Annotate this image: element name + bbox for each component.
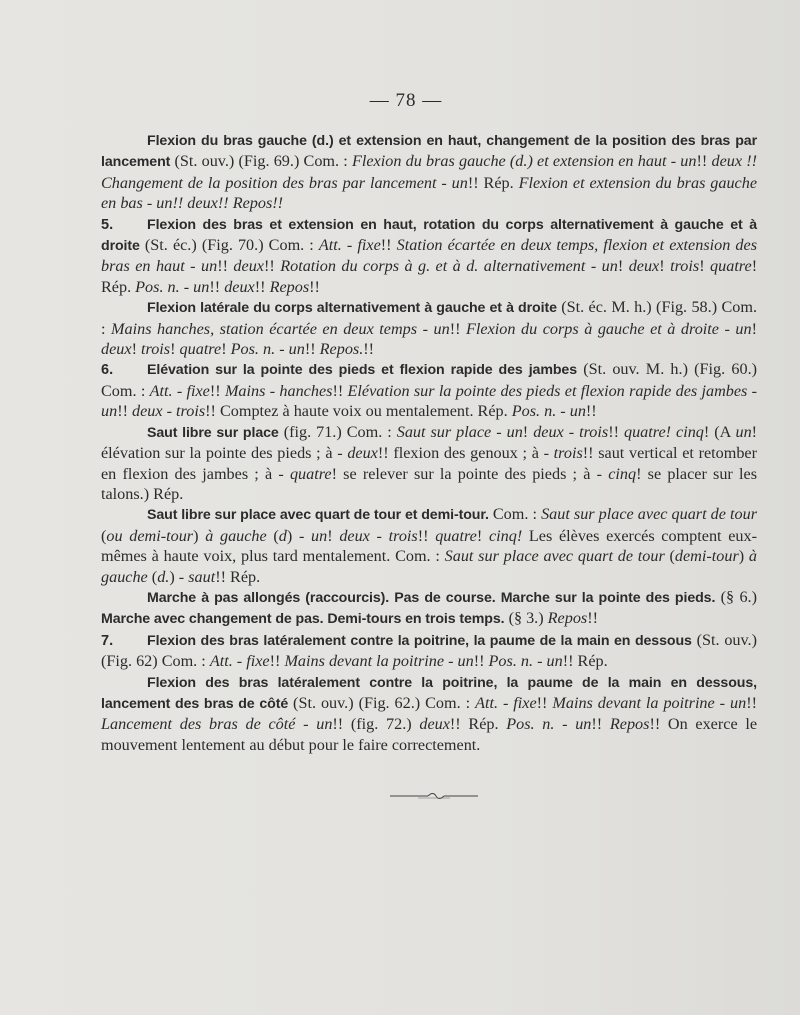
command-text: trois xyxy=(670,257,700,276)
body-text: ( xyxy=(266,526,279,545)
command-text: Elévation sur la pointe des pieds et flexion rapide des jambes - un xyxy=(101,381,758,421)
command-text: Pos. n. - un xyxy=(488,652,563,671)
body-text: !! xyxy=(449,319,467,338)
command-text: deux xyxy=(347,444,378,463)
body-text: !! xyxy=(117,402,133,421)
command-text: deux - trois xyxy=(533,422,609,441)
exercise-heading: Marche avec changement de pas. Demi-tours en trois temps. xyxy=(101,611,505,628)
command-text: Att. - fixe xyxy=(475,693,537,712)
body-text: ! xyxy=(751,319,758,338)
body-text: ) - xyxy=(169,567,189,586)
body-text: !! xyxy=(585,402,597,421)
exercise-heading: Flexion des bras latéralement contre la poitrine, la paume de la main en dessous xyxy=(147,632,692,649)
exercise-heading: Flexion des bras latéralement contre la poitrine, la paume de la main en dessous, lancement des bras de côté xyxy=(101,674,757,712)
body-text: ! xyxy=(131,340,141,359)
exercise-heading: Saut libre sur place xyxy=(147,424,279,441)
command-text: d xyxy=(278,526,287,545)
command-text: deux !! Changement de la position des bras par lancement - un xyxy=(101,152,758,192)
exercise-number: 6. xyxy=(101,362,114,379)
command-text: cinq xyxy=(608,464,637,483)
body-text: !! Rép. xyxy=(449,715,507,734)
body-text: !! xyxy=(696,152,712,171)
body-text: ( xyxy=(664,547,675,566)
command-text: Att. - fixe xyxy=(149,381,210,400)
paragraph xyxy=(101,359,757,421)
body-text: (St. éc.) (Fig. 70.) Com. : xyxy=(139,236,319,255)
body-text: !! Rép. xyxy=(467,173,519,192)
body-text: !! xyxy=(269,652,285,671)
paragraph xyxy=(101,422,757,505)
exercise-number: 7. xyxy=(101,632,114,649)
body-text: !! xyxy=(536,693,553,712)
command-text: deux xyxy=(233,257,264,276)
command-text: saut xyxy=(188,567,216,586)
body-text: ! se relever sur la pointe des pieds ; à - xyxy=(331,464,609,483)
command-text: Repos xyxy=(269,277,310,296)
command-text: quatre xyxy=(435,526,477,545)
body-text: ( xyxy=(101,526,107,545)
paragraph xyxy=(101,504,757,587)
body-text: (St. ouv.) (Fig. 69.) Com. : xyxy=(170,152,352,171)
body-text: ) xyxy=(738,547,749,566)
command-text: Saut sur place avec quart de tour xyxy=(541,505,757,524)
command-text: Mains devant la poitrine - un xyxy=(284,652,474,671)
body-text: ! xyxy=(699,257,711,276)
body-text: ! se placer sur les talons.) Rép. xyxy=(101,464,757,503)
body-text: (St. ouv.) (Fig. 62) Com. : xyxy=(101,630,757,671)
end-ornament-icon xyxy=(388,790,480,802)
body-text: !! xyxy=(417,526,436,545)
exercise-heading: Flexion du bras gauche (d.) et extension en haut, changement de la position des bras par lancement xyxy=(101,133,757,171)
command-text: Lancement des bras de côté - un xyxy=(101,715,333,734)
body-text: !! xyxy=(309,277,320,296)
paragraph xyxy=(101,130,757,214)
command-text: Station écartée en deux temps, flexion et extension des bras en haut - un xyxy=(101,236,757,276)
command-text: ou demi-tour xyxy=(106,526,194,545)
body-text: ! xyxy=(170,340,180,359)
command-text: deux xyxy=(419,715,450,734)
exercise-heading: Flexion latérale du corps alternativement à gauche et à droite xyxy=(147,300,557,317)
command-text: Flexion du corps à gauche et à droite - un xyxy=(466,319,752,338)
command-text: quatre xyxy=(289,464,332,483)
body-text: ) xyxy=(193,526,206,545)
body-text: (§ 6.) xyxy=(715,587,757,606)
command-text: Saut sur place - un xyxy=(396,422,523,441)
body-text: !! (fig. 72.) xyxy=(332,715,420,734)
body-text: ( xyxy=(147,567,158,586)
command-text: à gauche xyxy=(101,547,757,586)
body-text: !! xyxy=(587,609,599,628)
body-text: ! Rép. xyxy=(101,257,758,296)
body-text: !! xyxy=(304,340,320,359)
command-text: trois xyxy=(141,340,171,359)
body-text: !! xyxy=(608,422,624,441)
command-text: Mains - hanches xyxy=(224,381,333,400)
command-text: deux xyxy=(628,257,660,276)
body-text: ! xyxy=(476,526,489,545)
paragraph xyxy=(101,630,757,672)
body-text: !! xyxy=(209,381,225,400)
command-text: Pos. n. - un xyxy=(511,402,586,421)
command-text: cinq! xyxy=(488,526,523,545)
command-text: un xyxy=(311,526,328,545)
paragraph xyxy=(101,297,757,359)
body-text: !! xyxy=(746,693,757,712)
exercise-number: 5. xyxy=(101,216,114,233)
body-text: !! xyxy=(380,236,397,255)
body-text: !! xyxy=(363,340,375,359)
command-text: quatre xyxy=(179,340,222,359)
body-text: ! xyxy=(221,340,231,359)
body-text: !! Rép. xyxy=(215,567,261,586)
command-text: deux - trois xyxy=(339,526,418,545)
body-text: ! (A xyxy=(703,422,736,441)
paragraph xyxy=(101,214,757,298)
body-text: (St. ouv. M. h.) (Fig. 60.) Com. : xyxy=(101,360,758,400)
body-text: ! xyxy=(327,526,340,545)
command-text: trois xyxy=(553,444,583,463)
body-text: !! xyxy=(217,257,234,276)
command-text: Flexion du bras gauche (d.) et extension en haut - un xyxy=(351,152,697,171)
command-text: quatre! cinq xyxy=(623,422,704,441)
body-text: Les élèves exercés comptent eux-mêmes à haute voix, plus tard mentalement. Com. : xyxy=(101,526,757,566)
command-text: Rotation du corps à g. et à d. alternativement - un xyxy=(280,257,618,276)
command-text: Pos. n. - un xyxy=(230,340,305,359)
command-text: Repos. xyxy=(319,340,364,359)
body-text: !! Comptez à haute voix ou mentalement. Rép. xyxy=(205,402,512,421)
exercise-heading: Flexion des bras et extension en haut, rotation du corps alternativement à gauche et à droite xyxy=(101,216,757,255)
body-text: Com. : xyxy=(488,505,542,524)
body-text: !! xyxy=(209,277,225,296)
exercise-heading: Saut libre sur place avec quart de tour et demi-tour. xyxy=(147,507,489,524)
paragraph xyxy=(101,587,757,630)
exercise-heading: Elévation sur la pointe des pieds et flexion rapide des jambes xyxy=(147,362,577,379)
page-number: — 78 — xyxy=(369,90,443,111)
command-text: deux - trois xyxy=(132,402,206,421)
exercise-heading: Marche à pas allongés (raccourcis). Pas de course. Marche sur la pointe des pieds. xyxy=(147,589,716,606)
body-text: !! flexion des genoux ; à - xyxy=(377,444,554,463)
body-text: !! xyxy=(263,257,281,276)
page-body xyxy=(101,130,757,755)
body-text: ! élévation sur la pointe des pieds ; à - xyxy=(101,422,758,463)
command-text: Att. - fixe xyxy=(318,236,381,255)
command-text: Repos xyxy=(609,715,650,734)
command-text: Repos xyxy=(547,609,588,628)
command-text: quatre xyxy=(710,257,752,276)
command-text: à gauche xyxy=(205,526,267,545)
command-text: Saut sur place avec quart de tour xyxy=(444,547,665,566)
body-text: !! xyxy=(332,381,348,400)
body-text: !! saut vertical et retomber en flexion des jambes ; à - xyxy=(101,444,758,483)
body-text: !! xyxy=(473,652,489,671)
command-text: demi-tour xyxy=(674,547,739,566)
body-text: (fig. 71.) Com. : xyxy=(278,422,397,441)
body-text: (St. éc. M. h.) (Fig. 58.) Com. : xyxy=(101,298,757,338)
body-text: !! xyxy=(591,715,610,734)
body-text: ) - xyxy=(286,526,312,545)
body-text: ! xyxy=(659,257,671,276)
command-text: d. xyxy=(157,567,170,586)
body-text: ! xyxy=(522,422,534,441)
body-text: (§ 3.) xyxy=(504,609,548,628)
body-text: !! xyxy=(254,277,270,296)
body-text: (St. ouv.) (Fig. 62.) Com. : xyxy=(288,693,476,712)
body-text: ! xyxy=(617,257,629,276)
command-text: Pos. n. - un xyxy=(506,715,592,734)
body-text: !! On exerce le mouvement lentement au début pour le faire correctement. xyxy=(101,715,758,754)
command-text: Mains devant la poitrine - un xyxy=(552,693,747,712)
command-text: deux xyxy=(224,277,255,296)
paragraph xyxy=(101,672,757,756)
command-text: deux xyxy=(101,340,132,359)
command-text: un xyxy=(735,422,752,441)
body-text: !! Rép. xyxy=(562,652,608,671)
command-text: Pos. n. - un xyxy=(135,277,210,296)
command-text: Flexion et extension du bras gauche en bas - un!! deux!! Repos!! xyxy=(101,173,758,213)
command-text: Att. - fixe xyxy=(209,652,270,671)
command-text: Mains hanches, station écartée en deux temps - un xyxy=(111,319,450,338)
